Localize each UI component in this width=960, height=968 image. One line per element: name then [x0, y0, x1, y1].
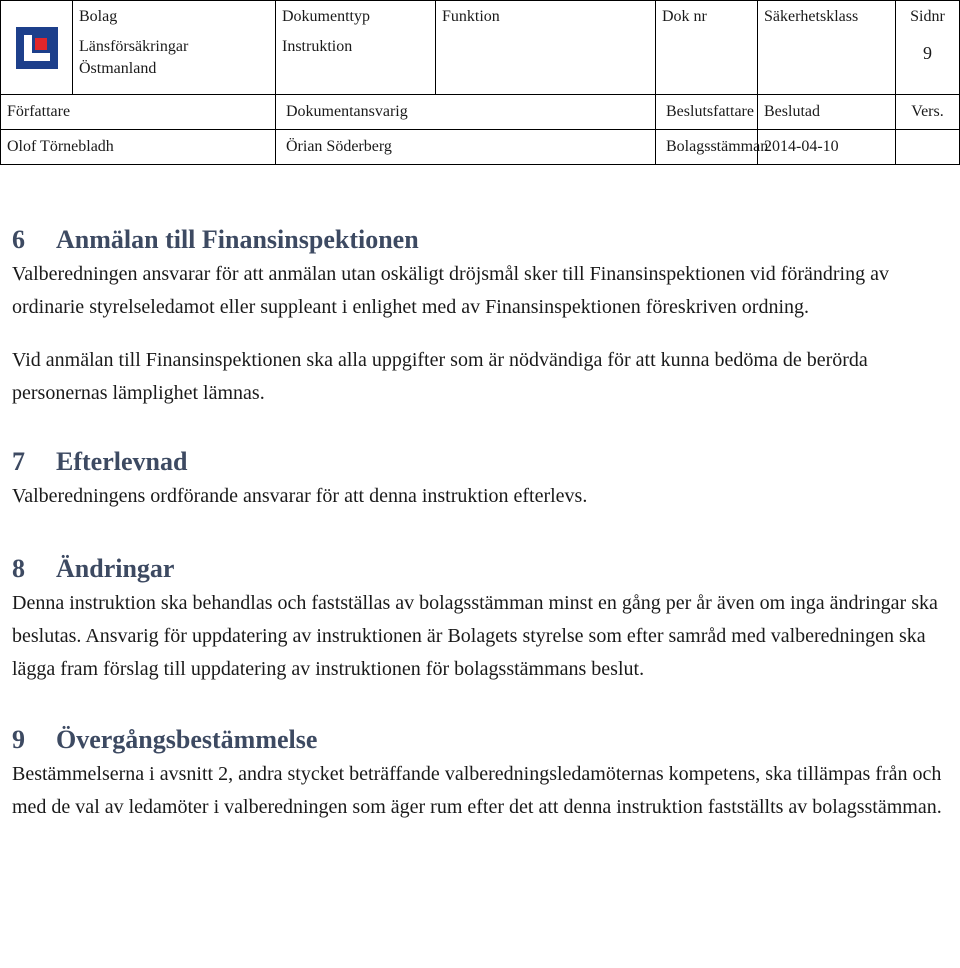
vers-label-cell	[896, 95, 960, 130]
document-header	[0, 0, 960, 166]
sakerhetsklass-label: Säkerhetsklass	[764, 8, 859, 25]
section-6	[12, 222, 947, 410]
section-number: 8	[12, 554, 25, 583]
beslutad-label-cell	[758, 95, 896, 130]
beslutsfattare-label: Beslutsfattare	[666, 103, 754, 120]
paragraph: Vid anmälan till Finansinspektionen ska alla uppgifter som är nödvändiga för att kunna bedöma de berörda personernas lämplighet lämnas.	[12, 349, 868, 404]
funktion-cell	[436, 1, 656, 95]
bolag-value: Länsförsäkringar Östmanland	[79, 38, 189, 77]
sidnr-label: Sidnr	[910, 8, 945, 25]
forfattare-value: Olof Törnebladh	[7, 138, 114, 155]
doknr-cell	[656, 1, 758, 95]
paragraph: Denna instruktion ska behandlas och fastställas av bolagsstämman minst en gång per år även om inga ändringar ska beslutas. Ansvarig för uppdatering av instruktionen är Bolagets styrelse som efter samråd med valberedningen ska lägga fram förslag till uppdatering av instruktionen för bolagsstämmans beslut.	[12, 592, 938, 680]
section-number: 7	[12, 447, 25, 476]
vers-value-cell	[896, 130, 960, 165]
funktion-label: Funktion	[442, 8, 500, 25]
section-8	[12, 551, 947, 686]
forfattare-label: Författare	[7, 103, 71, 120]
section-title: Anmälan till Finansinspektionen	[56, 225, 419, 254]
sidnr-cell	[896, 1, 960, 95]
beslutad-value: 2014-04-10	[764, 138, 839, 155]
section-7	[12, 444, 947, 513]
section-number: 6	[12, 225, 25, 254]
sidnr-value: 9	[923, 43, 932, 63]
logo-cell	[1, 1, 73, 95]
dokumentansvarig-label: Dokumentansvarig	[286, 103, 408, 120]
dokumentansvarig-value-cell	[276, 130, 656, 165]
dokumenttyp-value: Instruktion	[282, 38, 353, 55]
paragraph: Valberedningens ordförande ansvarar för att denna instruktion efterlevs.	[12, 485, 588, 507]
dokumenttyp-label: Dokumenttyp	[282, 8, 370, 25]
beslutsfattare-label-cell	[656, 95, 758, 130]
vers-label: Vers.	[911, 103, 944, 120]
beslutad-value-cell	[758, 130, 896, 165]
dokumenttyp-cell	[276, 1, 436, 95]
paragraph: Bestämmelserna i avsnitt 2, andra stycket beträffande valberedningsledamöternas kompetens, ska tillämpas från och med de val av ledamöter i valberedningen som äger rum efter det att denna instruktion fastställts av bolagsstämman.	[12, 763, 942, 818]
section-heading	[12, 551, 947, 587]
section-number: 9	[12, 725, 25, 754]
forfattare-label-cell	[1, 95, 276, 130]
section-9	[12, 722, 947, 824]
section-heading	[12, 722, 947, 758]
section-heading	[12, 222, 947, 258]
dokumentansvarig-label-cell	[276, 95, 656, 130]
bolag-label: Bolag	[79, 8, 118, 25]
lansforsakringar-logo-icon	[16, 27, 58, 69]
bolag-cell	[73, 1, 276, 95]
beslutad-label: Beslutad	[764, 103, 820, 120]
dokumentansvarig-value: Örian Söderberg	[286, 138, 392, 155]
section-heading	[12, 444, 947, 480]
paragraph: Valberedningen ansvarar för att anmälan utan oskäligt dröjsmål sker till Finansinspektionen vid förändring av ordinarie styrelseledamot eller suppleant i enlighet med av Finansinspektionen föreskriven ordning.	[12, 263, 889, 318]
document-body	[12, 222, 947, 824]
forfattare-value-cell	[1, 130, 276, 165]
section-title: Ändringar	[56, 554, 175, 583]
section-title: Övergångsbestämmelse	[56, 725, 318, 754]
sakerhetsklass-cell	[758, 1, 896, 95]
beslutsfattare-value: Bolagsstämman	[666, 138, 769, 155]
section-title: Efterlevnad	[56, 447, 188, 476]
doknr-label: Dok nr	[662, 8, 707, 25]
header-table	[0, 0, 960, 165]
beslutsfattare-value-cell	[656, 130, 769, 165]
